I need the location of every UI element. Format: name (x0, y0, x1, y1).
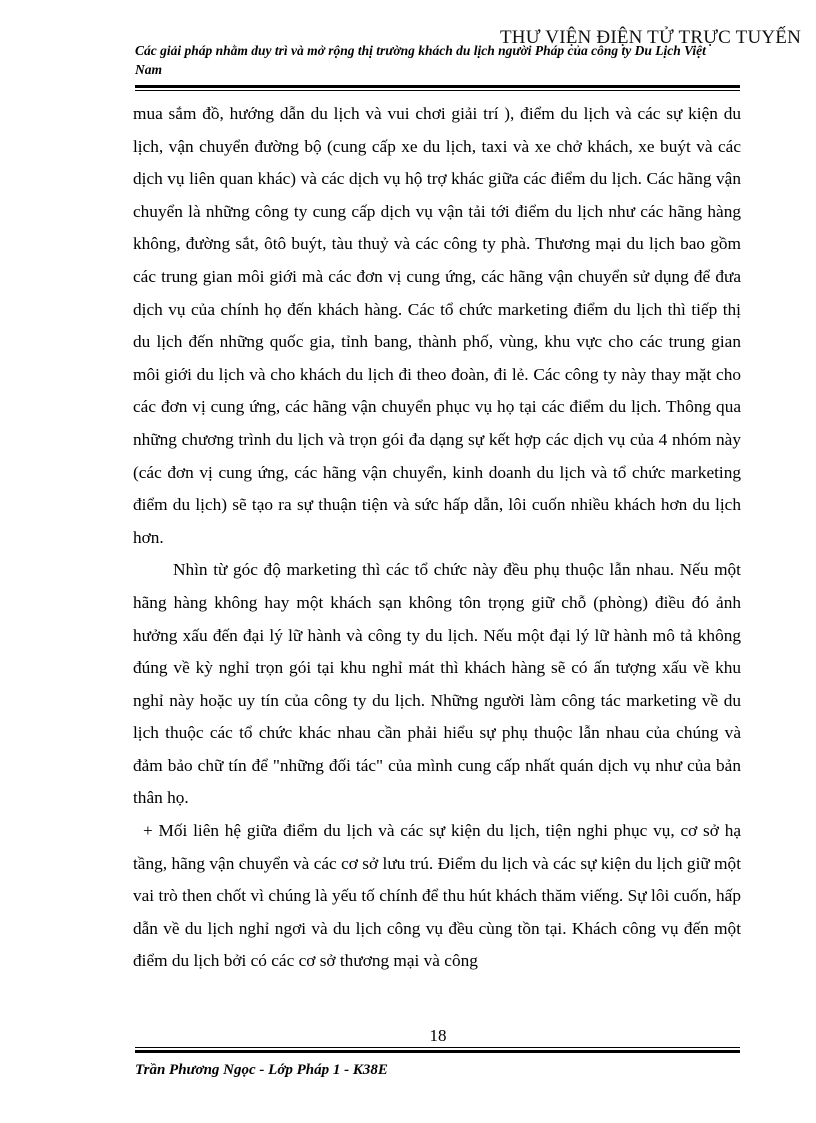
header-divider-thick (135, 85, 740, 88)
body-paragraph-2: Nhìn từ góc độ marketing thì các tổ chức này đều phụ thuộc lẫn nhau. Nếu một hãng hàng không hay một khách sạn không tôn trọng giữ chỗ (phòng) điều đó ảnh hưởng xấu đến đại lý lữ hành và công ty du lịch. Nếu một đại lý lữ hành mô tả không đúng về kỳ nghỉ trọn gói tại khu nghỉ mát thì khách hàng sẽ có ấn tượng xấu về khu nghỉ này hoặc uy tín của công ty du lịch. Những người làm công tác marketing về du lịch thuộc các tổ chức khác nhau cần phải hiểu sự phụ thuộc lẫn nhau của chúng và đảm bảo chữ tín để "những đối tác" của mình cung cấp nhất quán dịch vụ như của bản thân họ. (133, 560, 741, 808)
footer-divider-thin (135, 1047, 740, 1048)
header-divider-thin (135, 90, 740, 91)
body-paragraph-1: mua sắm đồ, hướng dẫn du lịch và vui chơi giải trí ), điểm du lịch và các sự kiện du lịch, vận chuyển đường bộ (cung cấp xe du lịch, taxi và xe chở khách, xe buýt và các dịch vụ liên quan khác) và các dịch vụ hộ trợ khác giữa các điểm du lịch. Các hãng vận chuyển là những công ty cung cấp dịch vụ vận tải tới điểm du lịch như các hãng hàng không, đường sắt, ôtô buýt, tàu thuỷ và các công ty phà. Thương mại du lịch bao gồm các trung gian môi giới mà các đơn vị cung ứng, các hãng vận chuyển sử dụng để đưa dịch vụ của chính họ đến khách hàng. Các tổ chức marketing điểm du lịch thì tiếp thị du lịch đến những quốc gia, tỉnh bang, thành phố, vùng, khu vực cho các trung gian môi giới du lịch và cho khách du lịch đi theo đoàn, đi lẻ. Các công ty này thay mặt cho các đơn vị cung ứng, các hãng vận chuyển phục vụ họ tại các điểm du lịch. Thông qua những chương trình du lịch và trọn gói đa dạng sự kết hợp các dịch vụ của 4 nhóm này (các đơn vị cung ứng, các hãng vận chuyển, kinh doanh du lịch và tổ chức marketing điểm du lịch) sẽ tạo ra sự thuận tiện và sức hấp dẫn, lôi cuốn nhiều khách hơn du lịch hơn. (133, 104, 741, 547)
body-paragraph-3: + Mối liên hệ giữa điểm du lịch và các sự kiện du lịch, tiện nghi phục vụ, cơ sở hạ tầng, hãng vận chuyển và các cơ sở lưu trú. Điểm du lịch và các sự kiện du lịch giữ một vai trò then chốt vì chúng là yếu tố chính để thu hút khách thăm viếng. Sự lôi cuốn, hấp dẫn về du lịch nghỉ ngơi và du lịch công vụ đều cùng tồn tại. Khách công vụ đến một điểm du lịch bởi có các cơ sở thương mại và công (133, 821, 741, 971)
footer-divider-thick (135, 1050, 740, 1053)
document-header-title: Các giải pháp nhằm duy trì và mở rộng thị trường khách du lịch người Pháp của công ty Du Lịch Việt Nam (135, 43, 706, 77)
footer-author-line: Trần Phương Ngọc - Lớp Pháp 1 - K38E (135, 1062, 388, 1078)
page-number: 18 (429, 1026, 447, 1045)
watermark-text: THƯ VIỆN ĐIỆN TỬ TRỰC TUYẾN (500, 27, 802, 48)
document-body (133, 98, 741, 978)
